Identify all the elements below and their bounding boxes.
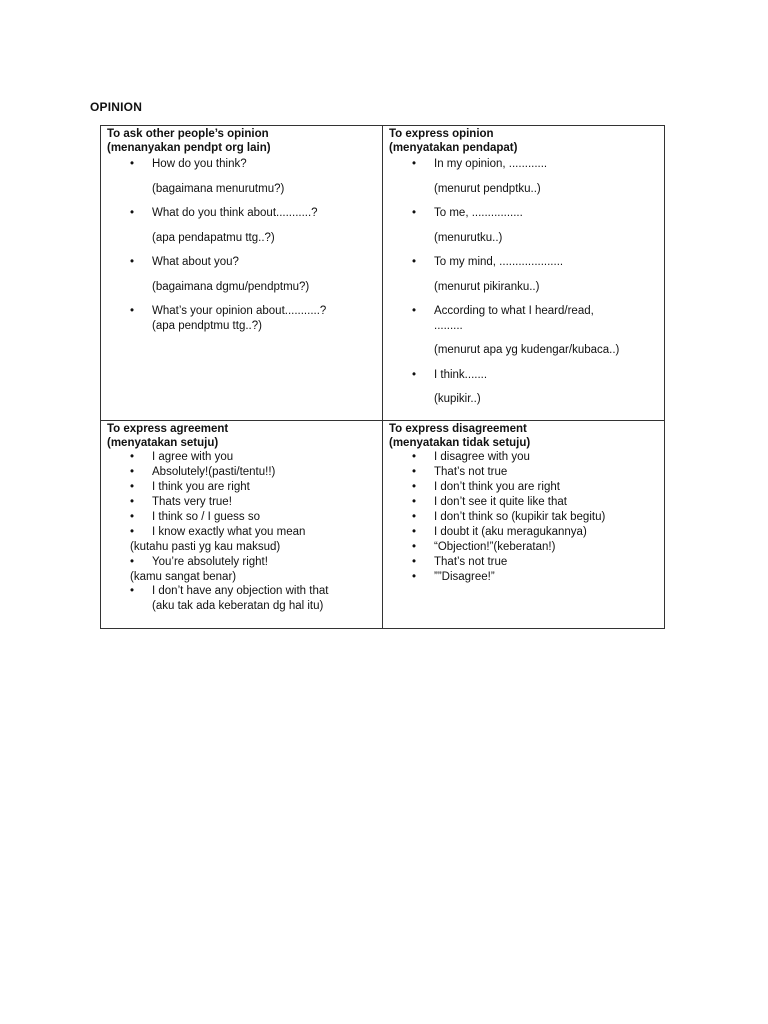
list-item: • I don’t think so (kupikir tak begitu) [389, 510, 658, 525]
list-item: • I know exactly what you mean [107, 525, 376, 540]
list-item [107, 206, 376, 245]
translation: (aku tak ada keberatan dg hal itu) [152, 600, 324, 612]
heading-text: To ask other people’s opinion [107, 128, 269, 140]
table-row [101, 421, 665, 629]
opinion-table [100, 125, 665, 629]
page-title: OPINION [90, 100, 143, 114]
phrase-list [389, 450, 658, 585]
phrase: In my opinion, ............ [434, 158, 548, 170]
list-item: • I agree with you [107, 450, 376, 465]
phrase: To me, ................ [434, 207, 523, 219]
cell-disagreement [383, 421, 665, 629]
list-item: • I don’t see it quite like that [389, 495, 658, 510]
translation: (kutahu pasti yg kau maksud) [130, 541, 281, 553]
translation: (menurut apa yg kudengar/kubaca..) [434, 344, 620, 356]
translation: (bagaimana menurutmu?) [152, 182, 285, 195]
translation: (kupikir..) [434, 393, 481, 405]
translation: (menurut pendptku..) [434, 182, 541, 195]
list-item: • That’s not true [389, 465, 658, 480]
list-item: • ””Disagree!” [389, 570, 658, 585]
cell-agreement [101, 421, 383, 629]
phrase: What’s your opinion about...........? [152, 305, 327, 317]
translation: (menurutku..) [434, 231, 503, 244]
translation: (apa pendptmu ttg..?) [152, 319, 262, 332]
list-item: • I think so / I guess so [107, 510, 376, 525]
list-item [389, 255, 658, 294]
phrase: I think....... [434, 368, 488, 381]
list-item [107, 304, 376, 333]
translation: (kamu sangat benar) [130, 570, 237, 583]
subheading-text: (menyatakan setuju) [107, 437, 219, 449]
list-item: • That’s not true [389, 555, 658, 570]
list-item: • I think you are right [107, 480, 376, 495]
list-item: • “Objection!”(keberatan!) [389, 540, 658, 555]
phrase-list [107, 450, 376, 614]
heading-text: To express agreement [107, 423, 229, 435]
cell-heading [107, 422, 376, 450]
translation: (menurut pikiranku..) [434, 280, 540, 293]
subheading-text: (menyatakan tidak setuju) [389, 437, 531, 449]
heading-text: To express opinion [389, 128, 494, 140]
list-item [389, 157, 658, 196]
phrase: What about you? [152, 256, 239, 268]
list-item: • I doubt it (aku meragukannya) [389, 525, 658, 540]
cell-ask-opinion [101, 126, 383, 421]
translation: (bagaimana dgmu/pendptmu?) [152, 280, 310, 293]
list-item [389, 304, 658, 358]
list-item: • I don’t think you are right [389, 480, 658, 495]
table-row [101, 126, 665, 421]
phrase: How do you think? [152, 158, 247, 170]
list-item [107, 255, 376, 294]
list-item: • I disagree with you [389, 450, 658, 465]
list-item: • You’re absolutely right! [107, 555, 376, 570]
list-item: • I don’t have any objection with that [107, 584, 376, 599]
cell-heading [389, 127, 658, 155]
cell-heading [107, 127, 376, 155]
cell-express-opinion [383, 126, 665, 421]
phrase: What do you think about...........? [152, 207, 318, 219]
phrase-list [107, 157, 376, 333]
translation: (apa pendapatmu ttg..?) [152, 231, 275, 244]
cell-heading [389, 422, 658, 450]
list-item: • Thats very true! [107, 495, 376, 510]
subheading-text: (menanyakan pendpt org lain) [107, 142, 271, 154]
phrase: According to what I heard/read, ......... [434, 305, 594, 332]
subheading-text: (menyatakan pendapat) [389, 142, 518, 154]
heading-text: To express disagreement [389, 423, 527, 435]
list-item [107, 157, 376, 196]
list-item [389, 206, 658, 245]
phrase-list [389, 157, 658, 407]
phrase: To my mind, .................... [434, 256, 564, 268]
list-item [389, 368, 658, 407]
list-item: • Absolutely!(pasti/tentu!!) [107, 465, 376, 480]
